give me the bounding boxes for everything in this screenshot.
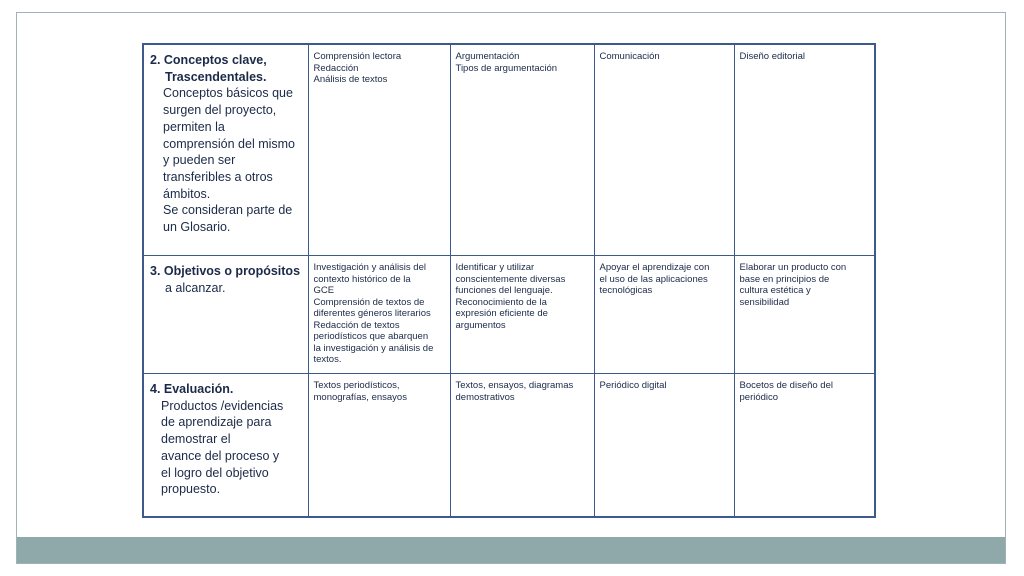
text-line: Reconocimiento de la xyxy=(455,296,547,308)
text-line: y pueden ser xyxy=(163,153,236,168)
text-line: diferentes géneros literarios xyxy=(313,308,431,319)
text-line: comprensión del mismo xyxy=(163,136,295,151)
table-cell xyxy=(594,374,734,518)
text-line: el uso de las aplicaciones xyxy=(599,273,708,285)
text-line: Productos /evidencias xyxy=(161,398,284,413)
text-line: Investigación y análisis del xyxy=(313,262,426,273)
text-line: sensibilidad xyxy=(739,296,790,308)
table-cell xyxy=(734,256,875,374)
row-label-evaluacion xyxy=(143,374,308,518)
text-line: periodísticos que abarquen xyxy=(313,331,429,342)
table-cell xyxy=(594,256,734,374)
table-cell xyxy=(450,374,594,518)
row-title: 2. Conceptos clave, xyxy=(150,53,267,67)
text-line: Textos, ensayos, diagramas xyxy=(455,380,574,391)
row-description xyxy=(150,85,302,235)
row-label-objetivos xyxy=(143,256,308,374)
text-line: cultura estética y xyxy=(739,285,811,296)
text-line: Redacción xyxy=(313,62,359,74)
text-line: surgen del proyecto, xyxy=(163,103,277,118)
text-line: tecnológicas xyxy=(599,285,653,296)
text-line: Comprensión de textos de xyxy=(313,296,425,308)
row-description xyxy=(150,280,302,297)
text-line: monografías, ensayos xyxy=(313,391,407,403)
text-line: expresión eficiente de xyxy=(455,308,548,319)
table-cell xyxy=(734,374,875,518)
row-subtitle: Trascendentales. xyxy=(165,69,267,84)
text-line: demostrativos xyxy=(455,391,515,403)
text-line: GCE xyxy=(313,285,335,296)
text-line: Bocetos de diseño del xyxy=(739,380,833,391)
text-line: Se consideran parte de xyxy=(163,203,293,218)
text-line: funciones del lenguaje. xyxy=(455,285,553,296)
table-cell xyxy=(734,44,875,256)
table-cell xyxy=(450,44,594,256)
text-line: un Glosario. xyxy=(163,220,231,235)
table-row xyxy=(143,44,875,256)
text-line: Textos periodísticos, xyxy=(313,380,400,391)
text-line: avance del proceso y xyxy=(161,448,280,463)
text-line: Apoyar el aprendizaje con xyxy=(599,262,710,273)
text-line: contexto histórico de la xyxy=(313,273,411,285)
text-line: Elaborar un producto con xyxy=(739,262,847,273)
row-title: 3. Objetivos o propósitos xyxy=(150,264,301,278)
text-line: conscientemente diversas xyxy=(455,273,566,285)
table-cell xyxy=(594,44,734,256)
planning-table xyxy=(142,43,876,518)
text-line: Análisis de textos xyxy=(313,74,388,85)
table-cell xyxy=(308,374,450,518)
text-line: permiten la xyxy=(163,119,225,134)
text-line: Identificar y utilizar xyxy=(455,262,535,273)
text-line: Redacción de textos xyxy=(313,319,400,331)
text-line: transferibles a otros xyxy=(163,169,273,184)
text-line: la investigación y análisis de xyxy=(313,342,434,354)
table-cell xyxy=(308,44,450,256)
text-line: Tipos de argumentación xyxy=(455,62,558,74)
table-cell xyxy=(308,256,450,374)
text-line: periódico xyxy=(739,391,779,403)
table-cell xyxy=(450,256,594,374)
row-description xyxy=(150,398,302,498)
footer-bar xyxy=(17,537,1005,563)
text-line: el logro del objetivo xyxy=(161,465,269,480)
text-line: textos. xyxy=(313,354,342,365)
text-line: argumentos xyxy=(455,319,506,331)
row-label-conceptos xyxy=(143,44,308,256)
text-line: Diseño editorial xyxy=(739,51,805,62)
table-row xyxy=(143,256,875,374)
text-line: Conceptos básicos que xyxy=(163,86,293,101)
row-title: 4. Evaluación. xyxy=(150,382,234,396)
text-line: demostrar el xyxy=(161,432,231,447)
text-line: de aprendizaje para xyxy=(161,415,272,430)
text-line: Comprensión lectora xyxy=(313,51,402,62)
text-line: Periódico digital xyxy=(599,380,667,391)
text-line: a alcanzar. xyxy=(165,280,226,295)
text-line: ámbitos. xyxy=(163,186,211,201)
text-line: propuesto. xyxy=(161,482,221,497)
text-line: base en principios de xyxy=(739,273,830,285)
text-line: Comunicación xyxy=(599,51,660,62)
table-row xyxy=(143,374,875,518)
text-line: Argumentación xyxy=(455,51,520,62)
